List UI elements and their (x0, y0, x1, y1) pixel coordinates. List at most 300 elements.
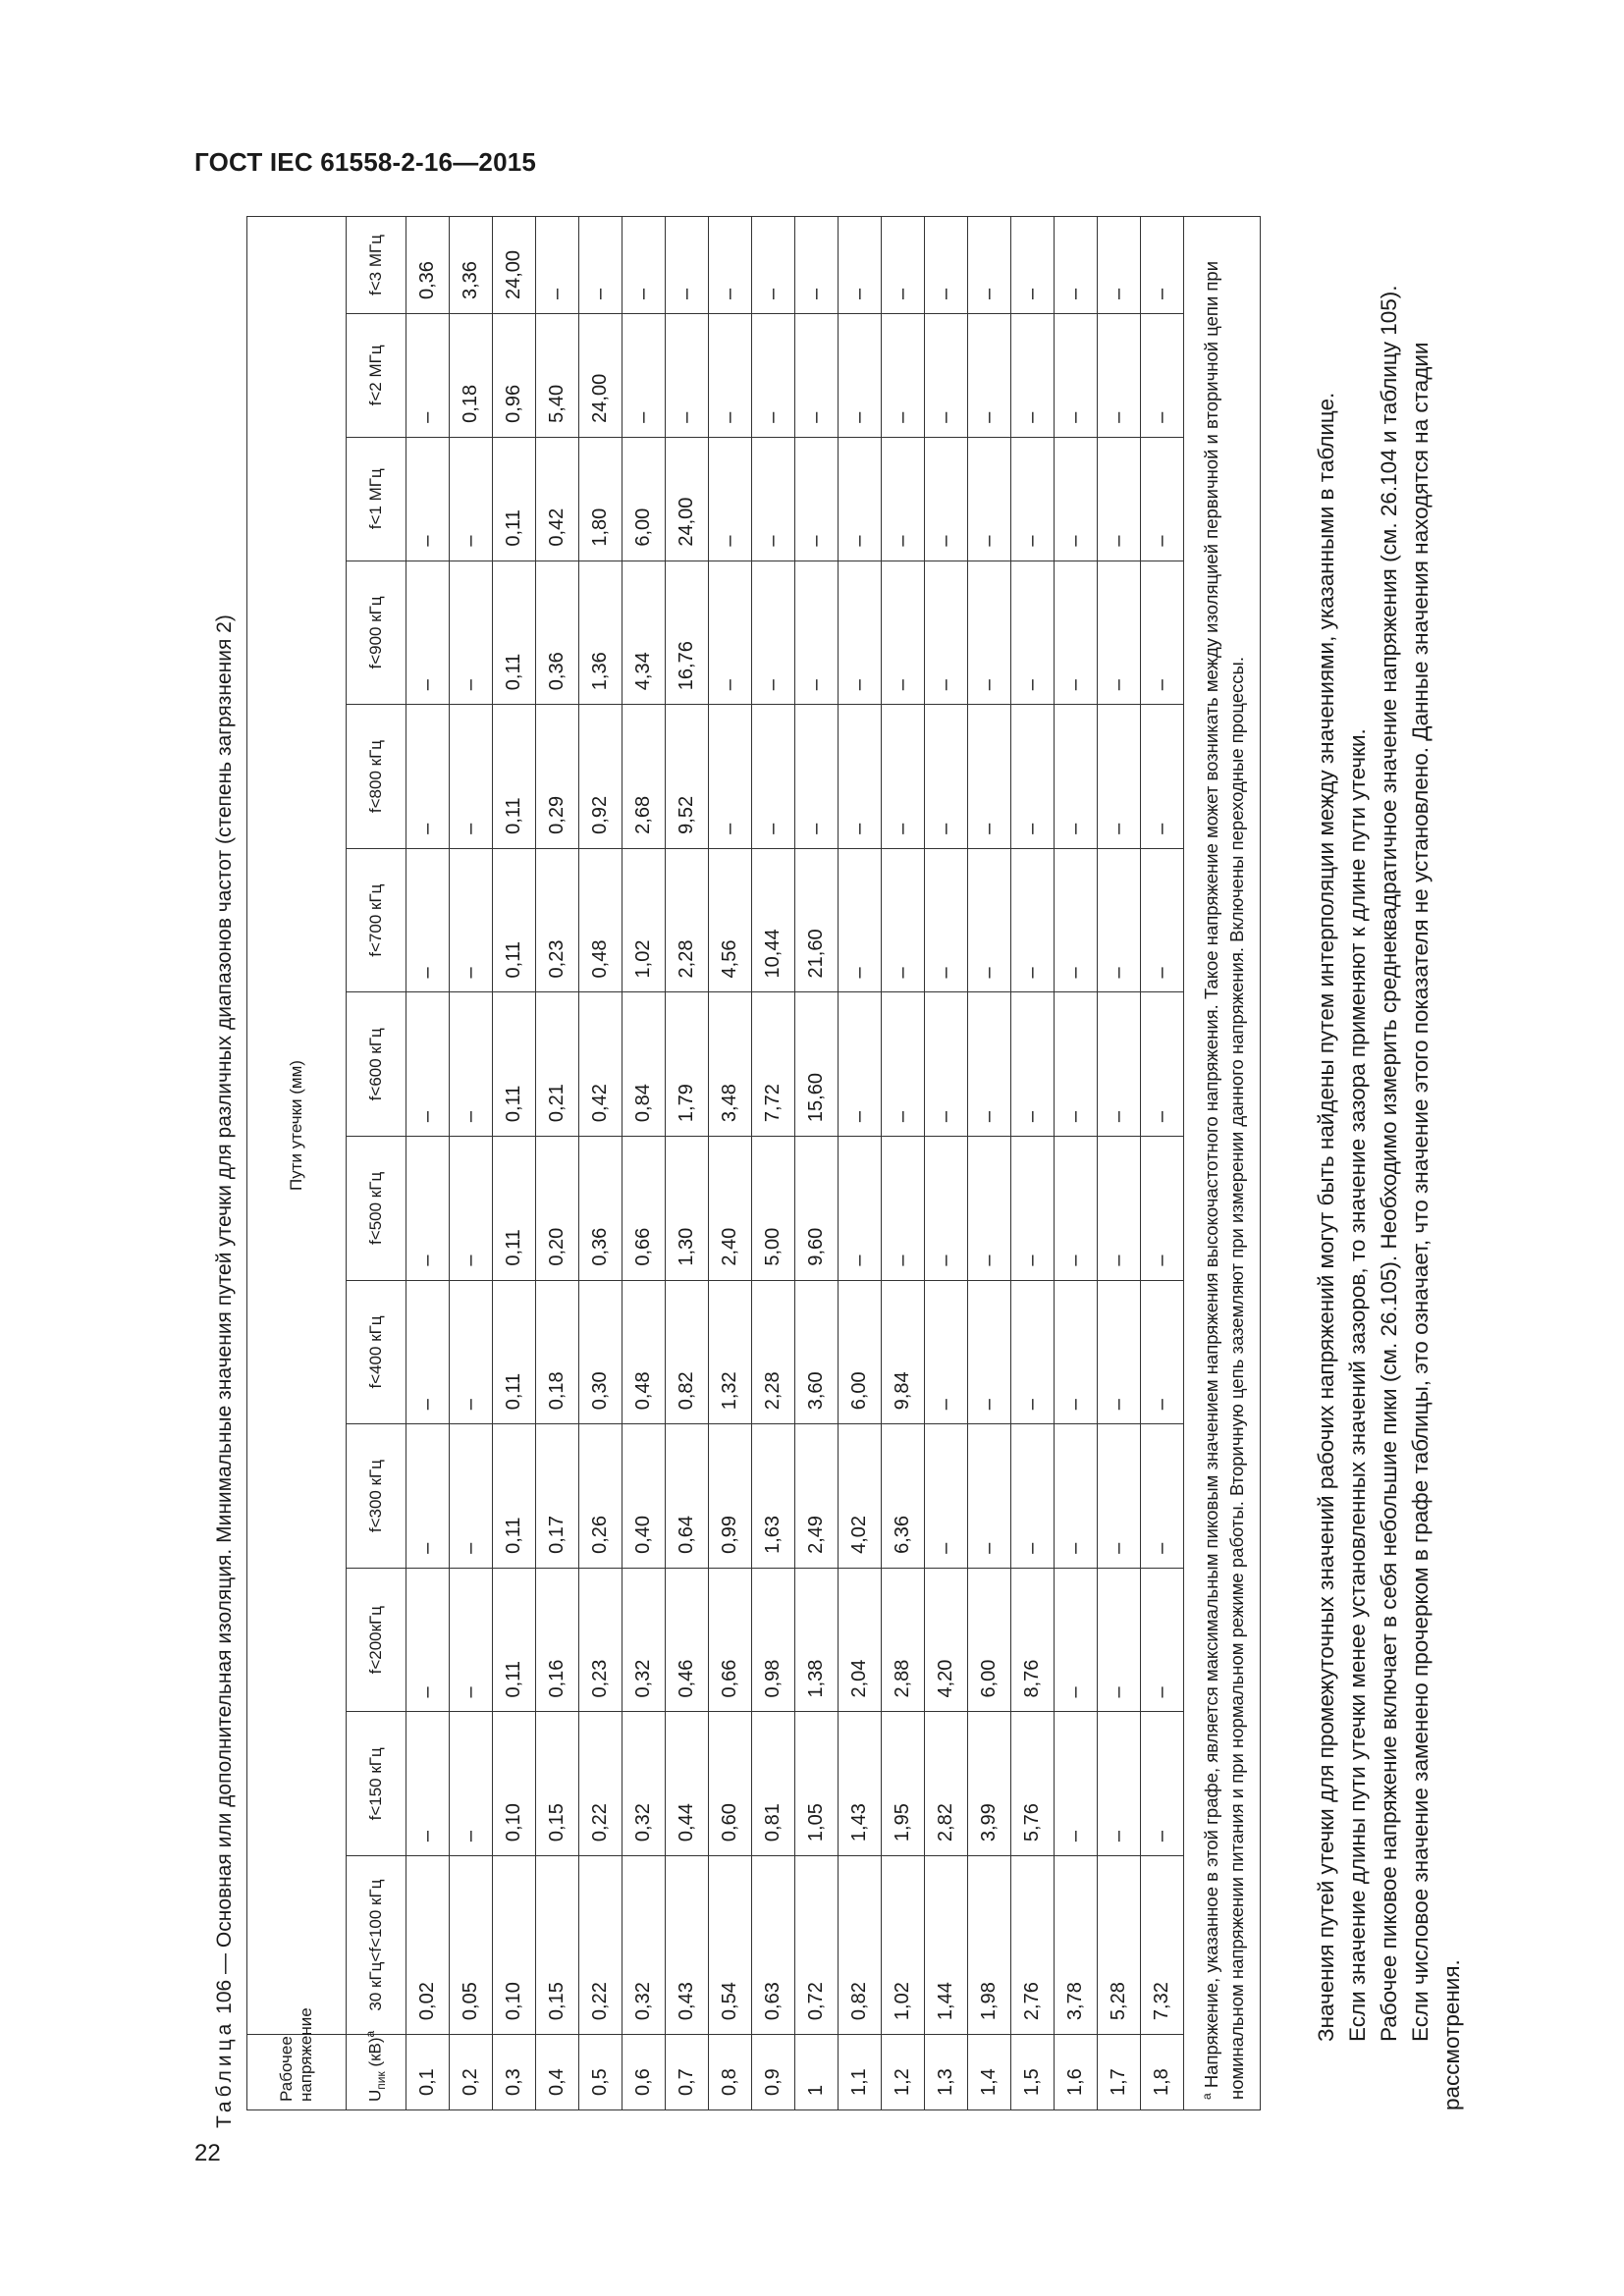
creepage-cell: 0,64 (666, 1424, 709, 1569)
creepage-cell: 0,11 (493, 848, 536, 992)
creepage-cell: 0,92 (579, 705, 623, 849)
creepage-cell: – (882, 848, 925, 992)
column-header: f<400 кГц (347, 1280, 406, 1424)
creepage-cell: – (406, 1424, 450, 1569)
creepage-cell: 1,98 (968, 1856, 1011, 2035)
creepage-cell: 15,60 (795, 992, 839, 1137)
creepage-cell: – (450, 1280, 493, 1424)
creepage-cell: 0,98 (752, 1568, 795, 1712)
creepage-cell: 0,48 (623, 1280, 666, 1424)
creepage-cell: – (925, 848, 968, 992)
creepage-cell: 16,76 (666, 561, 709, 705)
u-subscript: пик (374, 2071, 389, 2090)
creepage-cell: – (1055, 1424, 1098, 1569)
creepage-cell: 1,43 (839, 1712, 882, 1856)
creepage-cell: – (968, 1424, 1011, 1569)
creepage-cell: – (925, 992, 968, 1137)
creepage-cell: 0,23 (536, 848, 579, 992)
creepage-cell: 0,36 (536, 561, 579, 705)
voltage-cell: 1,6 (1055, 2035, 1098, 2110)
creepage-cell: – (882, 314, 925, 438)
column-header: f<2 МГц (347, 314, 406, 438)
creepage-cell: 1,80 (579, 437, 623, 561)
creepage-cell: – (406, 1712, 450, 1856)
creepage-cell: – (882, 561, 925, 705)
creepage-cell: – (968, 217, 1011, 314)
creepage-cell: – (1011, 217, 1055, 314)
creepage-cell: – (795, 314, 839, 438)
creepage-cell: – (450, 1137, 493, 1281)
creepage-cell: – (1011, 314, 1055, 438)
creepage-cell: 9,84 (882, 1280, 925, 1424)
creepage-cell: – (450, 848, 493, 992)
creepage-cell: 0,11 (493, 561, 536, 705)
creepage-cell: 0,11 (493, 1137, 536, 1281)
creepage-cell: 1,02 (623, 848, 666, 992)
creepage-cell: – (1141, 561, 1184, 705)
creepage-cell: – (709, 561, 752, 705)
creepage-cell: – (968, 1137, 1011, 1281)
creepage-cell: – (1011, 561, 1055, 705)
creepage-cell: – (1011, 705, 1055, 849)
creepage-cell: – (839, 561, 882, 705)
voltage-cell: 0,6 (623, 2035, 666, 2110)
creepage-cell: – (1055, 561, 1098, 705)
creepage-cell: 1,38 (795, 1568, 839, 1712)
creepage-cell: – (450, 1424, 493, 1569)
creepage-cell: – (925, 1137, 968, 1281)
voltage-cell: 1,1 (839, 2035, 882, 2110)
creepage-cell: 0,40 (623, 1424, 666, 1569)
voltage-cell: 0,9 (752, 2035, 795, 2110)
creepage-cell: 0,32 (623, 1568, 666, 1712)
creepage-cell: – (1141, 992, 1184, 1137)
creepage-cell: 24,00 (493, 217, 536, 314)
creepage-cell: – (1098, 561, 1141, 705)
column-header: f<3 МГц (347, 217, 406, 314)
creepage-cell: – (1055, 848, 1098, 992)
creepage-cell: – (1055, 1712, 1098, 1856)
creepage-cell: – (752, 217, 795, 314)
creepage-cell: – (1141, 437, 1184, 561)
voltage-cell: 1,5 (1011, 2035, 1055, 2110)
creepage-cell: – (450, 992, 493, 1137)
creepage-cell: 0,96 (493, 314, 536, 438)
page-number: 22 (194, 2140, 221, 2166)
creepage-cell: – (925, 314, 968, 438)
column-header: f<900 кГц (347, 561, 406, 705)
creepage-cell: 0,48 (579, 848, 623, 992)
creepage-cell: – (406, 437, 450, 561)
column-header: f<150 кГц (347, 1712, 406, 1856)
creepage-cell: – (795, 561, 839, 705)
creepage-cell: 0,10 (493, 1856, 536, 2035)
creepage-cell: 4,20 (925, 1568, 968, 1712)
creepage-cell: – (1055, 1280, 1098, 1424)
creepage-cell: – (752, 705, 795, 849)
column-header: f<800 кГц (347, 705, 406, 849)
creepage-cell: – (882, 437, 925, 561)
creepage-cell: 0,17 (536, 1424, 579, 1569)
creepage-cell: – (839, 1137, 882, 1281)
creepage-cell: – (623, 314, 666, 438)
creepage-cell: – (1098, 1568, 1141, 1712)
creepage-cell: 0,32 (623, 1712, 666, 1856)
creepage-cell: – (925, 561, 968, 705)
creepage-cell: – (882, 1137, 925, 1281)
body-text (1311, 216, 1468, 2110)
creepage-cell: 6,00 (968, 1568, 1011, 1712)
rotated-content (211, 214, 1517, 2128)
creepage-cell: – (709, 217, 752, 314)
table-row (1011, 217, 1055, 2110)
creepage-cell: 0,10 (493, 1712, 536, 1856)
voltage-cell: 1,4 (968, 2035, 1011, 2110)
creepage-cell: – (839, 437, 882, 561)
creepage-cell: 2,49 (795, 1424, 839, 1569)
creepage-cell: – (839, 992, 882, 1137)
creepage-cell: – (795, 705, 839, 849)
creepage-cell: 0,05 (450, 1856, 493, 2035)
table-row (623, 217, 666, 2110)
creepage-cell: – (450, 437, 493, 561)
creepage-cell: 2,68 (623, 705, 666, 849)
document-title: ГОСТ IEC 61558-2-16—2015 (194, 147, 537, 177)
voltage-cell: 0,7 (666, 2035, 709, 2110)
creepage-cell: – (1141, 1280, 1184, 1424)
creepage-cell: 2,76 (1011, 1856, 1055, 2035)
creepage-cell: – (1055, 1137, 1098, 1281)
creepage-cell: 7,72 (752, 992, 795, 1137)
creepage-cell: 0,29 (536, 705, 579, 849)
creepage-cell: 0,11 (493, 1280, 536, 1424)
creepage-cell: 0,36 (406, 217, 450, 314)
row-head-title (247, 2007, 347, 2110)
table-row (1141, 217, 1184, 2110)
table-row (1055, 217, 1098, 2110)
creepage-cell: – (666, 314, 709, 438)
creepage-cell: 0,82 (839, 1856, 882, 2035)
table-row (709, 217, 752, 2110)
group-header: Пути утечки (мм) (247, 217, 347, 2035)
creepage-cell: – (968, 437, 1011, 561)
creepage-cell: 0,66 (623, 1137, 666, 1281)
table-row (579, 217, 623, 2110)
creepage-cell: – (1011, 437, 1055, 561)
creepage-cell: – (1055, 437, 1098, 561)
column-header: 30 кГц<f<100 кГц (347, 1856, 406, 2035)
voltage-cell: 1,8 (1141, 2035, 1184, 2110)
creepage-cell: – (1011, 1137, 1055, 1281)
creepage-cell: – (882, 705, 925, 849)
paragraph: Если числовое значение заменено прочерком в графе таблицы, это означает, что значение этого показателя не установлено. Данные значения находятся на стадии рассмотрения. (1408, 342, 1464, 2110)
creepage-cell: 4,02 (839, 1424, 882, 1569)
creepage-cell: – (968, 848, 1011, 992)
creepage-cell: – (709, 437, 752, 561)
creepage-cell: – (1011, 992, 1055, 1137)
creepage-cell: 2,88 (882, 1568, 925, 1712)
voltage-cell: 0,1 (406, 2035, 450, 2110)
paragraph: Значения путей утечки для промежуточных значений рабочих напряжений могут быть найдены путем интерполяции между значениями, указанными в таблице. (1314, 392, 1338, 2042)
table-footnote (1184, 217, 1261, 2110)
column-header: f<700 кГц (347, 848, 406, 992)
row-head-line1: Рабочее (277, 2036, 296, 2102)
table-row (968, 217, 1011, 2110)
creepage-cell: – (1141, 1712, 1184, 1856)
creepage-cell: 0,36 (579, 1137, 623, 1281)
creepage-cell: – (968, 705, 1011, 849)
table-row (925, 217, 968, 2110)
creepage-cell: – (1141, 314, 1184, 438)
creepage-cell: 0,22 (579, 1712, 623, 1856)
creepage-cell: – (1011, 1280, 1055, 1424)
creepage-cell: – (882, 992, 925, 1137)
creepage-cell: 0,66 (709, 1568, 752, 1712)
creepage-cell: – (1055, 705, 1098, 849)
creepage-cell: 0,11 (493, 992, 536, 1137)
column-header: f<200кГц (347, 1568, 406, 1712)
creepage-cell: – (1141, 1568, 1184, 1712)
voltage-cell: 0,3 (493, 2035, 536, 2110)
creepage-cell: 0,43 (666, 1856, 709, 2035)
creepage-cell: 2,28 (666, 848, 709, 992)
creepage-cell: 2,28 (752, 1280, 795, 1424)
creepage-cell: 0,11 (493, 1568, 536, 1712)
creepage-cell: – (839, 314, 882, 438)
voltage-cell: 1,7 (1098, 2035, 1141, 2110)
creepage-cell: 0,99 (709, 1424, 752, 1569)
table-row (1098, 217, 1141, 2110)
creepage-cell: 1,02 (882, 1856, 925, 2035)
creepage-cell: 6,00 (839, 1280, 882, 1424)
creepage-cell: 1,05 (795, 1712, 839, 1856)
table-row (795, 217, 839, 2110)
creepage-cell: – (795, 217, 839, 314)
creepage-cell: 0,11 (493, 705, 536, 849)
creepage-cell: 0,42 (579, 992, 623, 1137)
creepage-cell: 9,52 (666, 705, 709, 849)
creepage-cell: 24,00 (579, 314, 623, 438)
column-header: f<1 МГц (347, 437, 406, 561)
creepage-cell: – (1141, 217, 1184, 314)
creepage-cell: 0,11 (493, 1424, 536, 1569)
voltage-cell: 0,4 (536, 2035, 579, 2110)
creepage-cell: 6,36 (882, 1424, 925, 1569)
creepage-cell: 1,30 (666, 1137, 709, 1281)
creepage-cell: – (752, 561, 795, 705)
creepage-cell: 3,60 (795, 1280, 839, 1424)
creepage-cell: – (1055, 992, 1098, 1137)
creepage-cell: 0,42 (536, 437, 579, 561)
creepage-cell: 9,60 (795, 1137, 839, 1281)
creepage-cell: 0,18 (450, 314, 493, 438)
creepage-cell: – (1098, 848, 1141, 992)
column-header: f<300 кГц (347, 1424, 406, 1569)
creepage-cell: 2,82 (925, 1712, 968, 1856)
creepage-cell: – (968, 992, 1011, 1137)
column-header: f<600 кГц (347, 992, 406, 1137)
creepage-cell: – (406, 705, 450, 849)
creepage-cell: – (1098, 314, 1141, 438)
creepage-cell: – (839, 217, 882, 314)
voltage-cell: 1,3 (925, 2035, 968, 2110)
creepage-cell: – (1098, 1137, 1141, 1281)
creepage-cell: – (752, 314, 795, 438)
creepage-cell: 0,11 (493, 437, 536, 561)
creepage-cell: – (406, 992, 450, 1137)
creepage-cell: 2,40 (709, 1137, 752, 1281)
creepage-cell: 2,04 (839, 1568, 882, 1712)
creepage-cell: 0,46 (666, 1568, 709, 1712)
creepage-cell: – (406, 1280, 450, 1424)
table-row (450, 217, 493, 2110)
table-row (752, 217, 795, 2110)
creepage-cell: – (450, 561, 493, 705)
table-caption-text: 106 — Основная или дополнительная изоляция. Минимальные значения путей утечки для различных диапазонов частот (степень загрязнения 2) (213, 614, 236, 2020)
creepage-cell: – (1141, 1424, 1184, 1569)
voltage-cell: 0,8 (709, 2035, 752, 2110)
creepage-cell: 8,76 (1011, 1568, 1055, 1712)
table-row (536, 217, 579, 2110)
creepage-cell: 3,78 (1055, 1856, 1098, 2035)
creepage-cell: 5,28 (1098, 1856, 1141, 2035)
creepage-cell: 1,32 (709, 1280, 752, 1424)
creepage-cell: – (666, 217, 709, 314)
creepage-cell: 3,48 (709, 992, 752, 1137)
creepage-cell: – (406, 314, 450, 438)
creepage-cell: – (1098, 705, 1141, 849)
creepage-cell: 0,82 (666, 1280, 709, 1424)
creepage-cell: – (406, 561, 450, 705)
creepage-cell: 1,63 (752, 1424, 795, 1569)
voltage-cell: 1 (795, 2035, 839, 2110)
creepage-cell: 3,99 (968, 1712, 1011, 1856)
creepage-cell: 0,30 (579, 1280, 623, 1424)
creepage-cell: 1,79 (666, 992, 709, 1137)
creepage-cell: – (1098, 1280, 1141, 1424)
creepage-cell: – (968, 1280, 1011, 1424)
table-106 (246, 216, 1261, 2110)
creepage-cell: – (752, 437, 795, 561)
creepage-cell: – (1055, 314, 1098, 438)
creepage-cell: – (925, 1424, 968, 1569)
voltage-cell: 0,2 (450, 2035, 493, 2110)
creepage-cell: 5,40 (536, 314, 579, 438)
creepage-cell: – (1141, 848, 1184, 992)
voltage-column-header (347, 2030, 406, 2110)
footnote-mark: a (1200, 2093, 1214, 2100)
creepage-cell: – (1141, 705, 1184, 849)
creepage-cell: 0,15 (536, 1712, 579, 1856)
creepage-cell: 24,00 (666, 437, 709, 561)
paragraph: Если значение длины пути утечки менее установленных значений зазоров, то значение зазора применяют к длине пути утечки. (1345, 728, 1370, 2042)
voltage-cell: 1,2 (882, 2035, 925, 2110)
creepage-cell: 1,44 (925, 1856, 968, 2035)
creepage-cell: – (1098, 217, 1141, 314)
column-header: f<500 кГц (347, 1137, 406, 1281)
creepage-cell: – (1098, 1712, 1141, 1856)
creepage-cell: 0,81 (752, 1712, 795, 1856)
creepage-cell: – (1098, 992, 1141, 1137)
creepage-cell: – (1055, 1568, 1098, 1712)
creepage-cell: 0,63 (752, 1856, 795, 2035)
creepage-cell: – (536, 217, 579, 314)
creepage-cell: 5,00 (752, 1137, 795, 1281)
creepage-cell: 21,60 (795, 848, 839, 992)
table-row (406, 217, 450, 2110)
creepage-cell: 3,36 (450, 217, 493, 314)
creepage-cell: – (839, 848, 882, 992)
table-caption-label: Таблица (213, 2019, 236, 2128)
creepage-cell: 0,26 (579, 1424, 623, 1569)
creepage-cell: – (925, 217, 968, 314)
creepage-cell: 10,44 (752, 848, 795, 992)
voltage-cell: 0,5 (579, 2035, 623, 2110)
creepage-cell: – (406, 1137, 450, 1281)
creepage-cell: 0,72 (795, 1856, 839, 2035)
creepage-cell: – (450, 705, 493, 849)
footnote-text: Напряжение, указанное в этой графе, является максимальным пиковым значением напряжения высокочастотного напряжения. Такое напряжение может возникать между изоляцией первичной и вторичной цепи при номинальном напряжении питания и при нормальном режиме работы. Вторичную цепь заземляют при измерении данного напряжения. Включены переходные процессы. (1201, 260, 1248, 2100)
creepage-cell: – (925, 437, 968, 561)
creepage-cell: 0,16 (536, 1568, 579, 1712)
creepage-cell: – (450, 1568, 493, 1712)
creepage-cell: 5,76 (1011, 1712, 1055, 1856)
creepage-cell: 0,60 (709, 1712, 752, 1856)
creepage-cell: – (1098, 1424, 1141, 1569)
table-row (882, 217, 925, 2110)
creepage-cell: – (579, 217, 623, 314)
creepage-cell: 0,02 (406, 1856, 450, 2035)
creepage-cell: 6,00 (623, 437, 666, 561)
u-footnote-mark: a (363, 2030, 378, 2038)
creepage-cell: – (968, 561, 1011, 705)
creepage-cell: – (450, 1712, 493, 1856)
creepage-cell: – (709, 314, 752, 438)
creepage-cell: – (1055, 217, 1098, 314)
creepage-cell: – (795, 437, 839, 561)
creepage-cell: 0,32 (623, 1856, 666, 2035)
creepage-cell: 0,20 (536, 1137, 579, 1281)
creepage-cell: 0,23 (579, 1568, 623, 1712)
table-row (839, 217, 882, 2110)
creepage-cell: – (1141, 1137, 1184, 1281)
creepage-cell: – (623, 217, 666, 314)
creepage-cell: 4,56 (709, 848, 752, 992)
paragraph: Рабочее пиковое напряжение включает в себя небольшие пики (см. 26.105). Необходимо измерить среднеквадратичное значение напряжения (см. 26.104 и таблицу 105). (1377, 285, 1401, 2042)
creepage-cell: – (1098, 437, 1141, 561)
creepage-cell: – (1011, 848, 1055, 992)
creepage-cell: 0,44 (666, 1712, 709, 1856)
creepage-cell: – (406, 848, 450, 992)
table-caption (211, 214, 239, 2128)
creepage-cell: – (882, 217, 925, 314)
creepage-cell: – (839, 705, 882, 849)
table-row (666, 217, 709, 2110)
creepage-cell: – (709, 705, 752, 849)
creepage-cell: 0,15 (536, 1856, 579, 2035)
creepage-cell: 0,22 (579, 1856, 623, 2035)
u-symbol: U (366, 2089, 386, 2102)
creepage-cell: – (968, 314, 1011, 438)
creepage-cell: 0,21 (536, 992, 579, 1137)
u-unit: (кВ) (366, 2037, 386, 2072)
creepage-cell: 4,34 (623, 561, 666, 705)
creepage-cell: 1,95 (882, 1712, 925, 1856)
creepage-cell: – (406, 1568, 450, 1712)
row-head-line2: напряжение (297, 2007, 315, 2102)
creepage-cell: 7,32 (1141, 1856, 1184, 2035)
creepage-cell: 0,18 (536, 1280, 579, 1424)
